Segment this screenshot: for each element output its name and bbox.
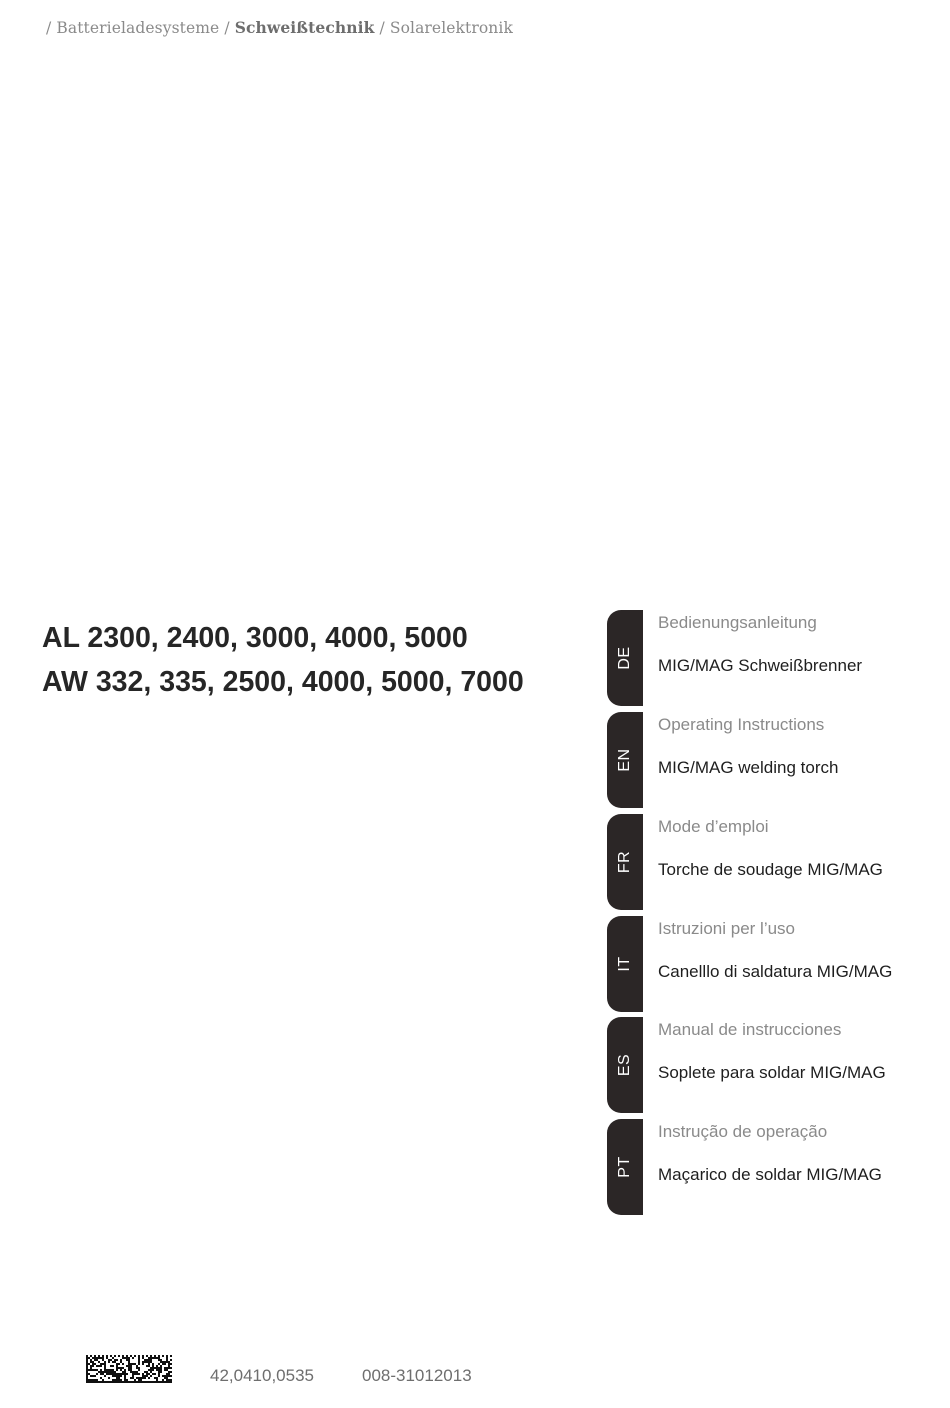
language-tab: [607, 712, 643, 808]
language-code: ES: [616, 1053, 633, 1077]
language-section-en: [607, 712, 937, 808]
category-welding: Schweißtechnik: [234, 18, 375, 37]
language-title: Instrução de operação: [658, 1122, 828, 1141]
separator: /: [224, 19, 230, 37]
language-tab: [607, 814, 643, 910]
language-tab: [607, 1119, 643, 1215]
language-subtitle: MIG/MAG welding torch: [658, 758, 839, 777]
language-code: DE: [616, 646, 633, 670]
language-section-fr: [607, 814, 937, 910]
language-title: Operating Instructions: [658, 715, 825, 734]
model-line-al: AL 2300, 2400, 3000, 4000, 5000: [42, 622, 468, 654]
language-title: Mode d’emploi: [658, 817, 769, 836]
language-section-es: [607, 1017, 937, 1113]
separator: /: [46, 19, 52, 37]
model-line-aw: AW 332, 335, 2500, 4000, 5000, 7000: [42, 666, 524, 698]
category-battery-charging: Batterieladesysteme: [56, 19, 220, 37]
language-title: Bedienungsanleitung: [658, 613, 817, 632]
model-list: [42, 616, 524, 704]
category-solar: Solarelektronik: [389, 19, 513, 37]
language-title: Istruzioni per l’uso: [658, 919, 796, 938]
language-code: EN: [616, 748, 633, 772]
language-tab: [607, 916, 643, 1012]
language-subtitle: Maçarico de soldar MIG/MAG: [658, 1165, 882, 1184]
article-number: 42,0410,0535: [210, 1366, 314, 1385]
language-code: FR: [616, 850, 633, 874]
language-subtitle: Torche de soudage MIG/MAG: [658, 860, 883, 879]
language-title: Manual de instrucciones: [658, 1020, 842, 1039]
language-code: IT: [616, 956, 633, 972]
language-subtitle: Canelllo di saldatura MIG/MAG: [658, 962, 893, 981]
language-tab: [607, 610, 643, 706]
language-subtitle: Soplete para soldar MIG/MAG: [658, 1063, 886, 1082]
language-section-pt: [607, 1119, 937, 1215]
document-number: 008-31012013: [362, 1366, 472, 1385]
language-tab: [607, 1017, 643, 1113]
brand-category-breadcrumb: [46, 18, 513, 37]
language-subtitle: MIG/MAG Schweißbrenner: [658, 656, 863, 675]
language-code: PT: [616, 1156, 633, 1178]
language-section-de: [607, 610, 937, 706]
language-section-it: [607, 916, 937, 1012]
separator: /: [379, 19, 385, 37]
data-matrix-barcode-icon: [86, 1355, 172, 1383]
